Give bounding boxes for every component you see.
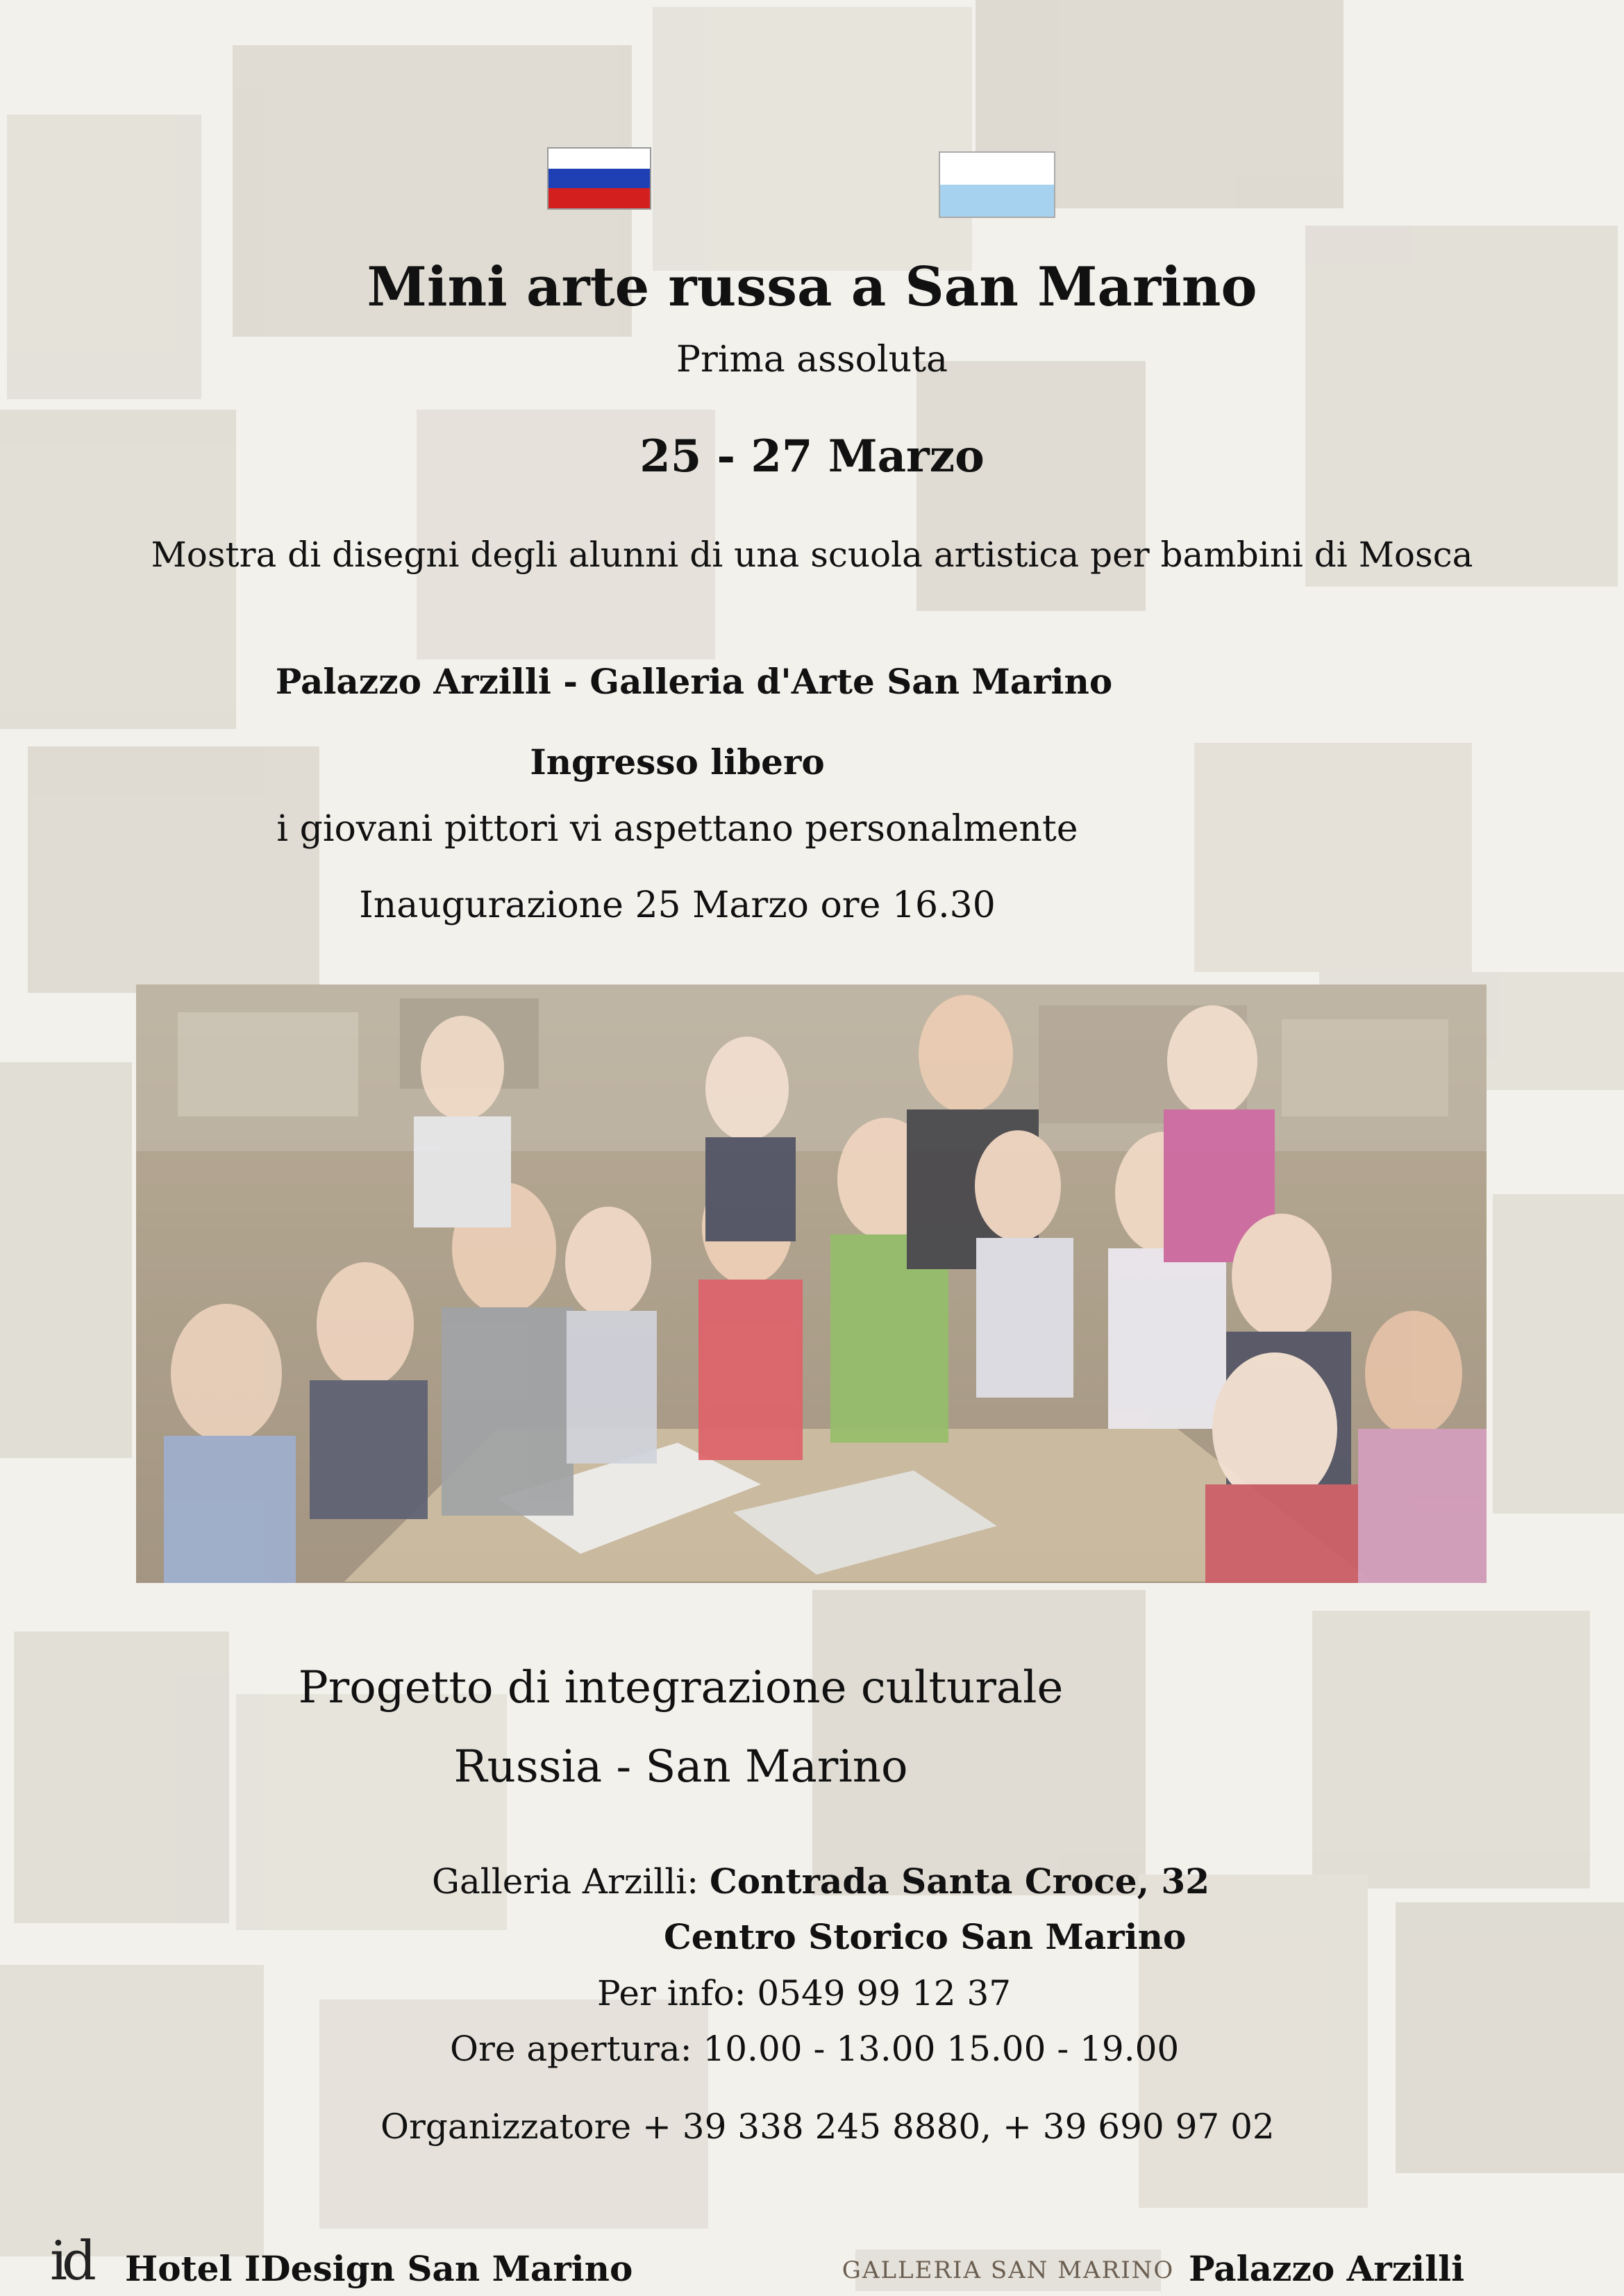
invite-text: i giovani pittori vi aspettano personalmente xyxy=(276,808,1078,850)
event-description: Mostra di disegni degli alunni di una scuola artistica per bambini di Mosca xyxy=(151,535,1473,575)
children-group-photo xyxy=(136,984,1487,1583)
opening-hours: Ore apertura: 10.00 - 13.00 15.00 - 19.00 xyxy=(450,2029,1180,2069)
event-venue: Palazzo Arzilli - Galleria d'Arte San Marino xyxy=(275,661,1113,702)
organizer-contact: Organizzatore + 39 338 245 8880, + 39 690 97 02 xyxy=(380,2106,1275,2147)
project-line-2: Russia - San Marino xyxy=(453,1741,908,1793)
russia-flag xyxy=(547,147,651,210)
gallery-logo xyxy=(842,2249,1175,2291)
palazzo-name: Palazzo Arzilli xyxy=(1189,2248,1465,2289)
phone-info: Per info: 0549 99 12 37 xyxy=(597,1973,1012,2013)
project-line-1: Progetto di integrazione culturale xyxy=(298,1662,1064,1713)
address-line xyxy=(432,1861,1209,1902)
address-line-2: Centro Storico San Marino xyxy=(664,1916,1187,1957)
event-title: Mini arte russa a San Marino xyxy=(367,255,1257,319)
address-value: Contrada Santa Croce, 32 xyxy=(709,1861,1209,1902)
opening-time: Inaugurazione 25 Marzo ore 16.30 xyxy=(359,885,996,926)
event-dates: 25 - 27 Marzo xyxy=(639,430,985,483)
entry-info: Ingresso libero xyxy=(530,741,825,782)
hotel-logo: id xyxy=(50,2230,91,2293)
hotel-name: Hotel IDesign San Marino xyxy=(125,2248,633,2289)
san-marino-flag xyxy=(939,151,1055,218)
address-label: Galleria Arzilli: xyxy=(432,1861,710,1902)
gallery-logo-text: GALLERIA SAN MARINO xyxy=(842,2256,1175,2284)
event-subtitle: Prima assoluta xyxy=(676,339,948,380)
